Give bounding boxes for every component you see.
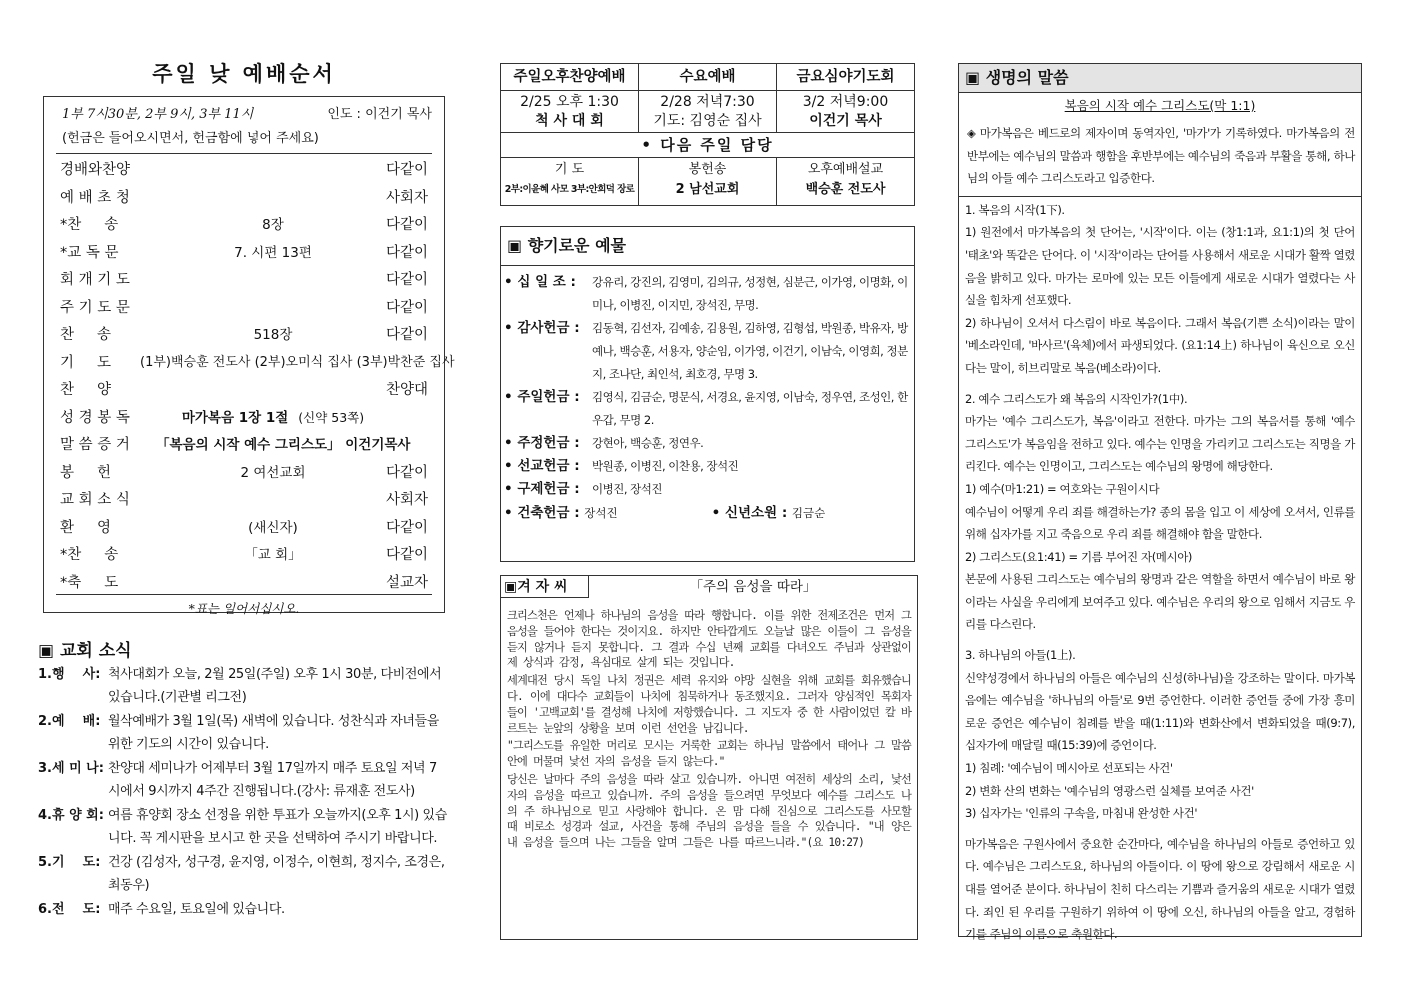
service-time: 3/2 저녁9:00 <box>802 94 889 110</box>
order-item-content-text: 「교 회」 <box>244 547 302 563</box>
newyear-wish-label: • 신년소원 : <box>711 505 788 521</box>
service-times: 1부 7시30분, 2부 9시, 3부 11시 <box>62 107 254 122</box>
offering-label: • 주정헌금 : <box>504 435 580 451</box>
order-item-performer: 사회자 <box>385 189 428 206</box>
order-item-name: *교 독 문 <box>60 244 119 261</box>
service-detail: 척 사 대 회 <box>535 113 604 129</box>
order-item-name: *축 도 <box>60 574 119 591</box>
worship-order-header <box>44 97 444 151</box>
order-row <box>56 539 432 567</box>
order-item-content <box>140 351 455 370</box>
order-item-performer: 사회자 <box>385 492 428 508</box>
next-sunday-heading: • 다음 주일 담당 <box>501 133 914 158</box>
offerings-box <box>500 226 915 562</box>
order-row <box>56 567 432 595</box>
order-item-content <box>156 241 390 261</box>
duty-header: 봉헌송 <box>688 162 727 177</box>
sermon-paragraph: 3. 하나님의 아들(1上). <box>965 648 1076 663</box>
order-item-name: *찬 송 <box>60 547 119 563</box>
offering-names: 박원종, 이병진, 이찬용, 장석진 <box>592 459 739 473</box>
order-row <box>56 429 432 457</box>
sermon-body <box>959 197 1361 946</box>
order-item-content-text: 8장 <box>262 217 284 233</box>
order-item-performer: 다같이 <box>385 299 428 316</box>
news-item-label: 3.세 미 나: <box>38 761 104 776</box>
order-item-name: 예 배 초 청 <box>60 189 130 206</box>
sermon-paragraph: 마가는 '예수 그리스도가, 복음'이라고 전한다. 마가는 그의 복음서를 통해 '예수 그리스도'가 복음임을 전하고 있다. 예수는 인명을 가리키고 그리스도는 직명을 가리킨다. 예수는 인명이고, 그리스도는 예수님의 왕명에 해당한다. <box>965 414 1355 474</box>
sermon-paragraph: 신약성경에서 하나님의 아들은 예수님의 신성(하나님)을 강조하는 말이다. 마가복음에는 예수님을 '하나님의 아들'로 9번 증언한다. 이러한 증언들 중에 가장 흥미로운 증언은 예수님이 침례를 받을 때(1:11)와 변화산에서 변화되었을 때(9:7), 십자가에 매달릴 때(15:39)에 증언이다. <box>965 670 1355 753</box>
order-item-name: 봉 헌 <box>60 464 112 481</box>
offering-item <box>504 478 908 501</box>
worship-order-list <box>56 153 455 594</box>
sermon-paragraph: 1) 침례: '예수님이 메시아로 선포되는 사건' <box>965 761 1173 776</box>
order-item-performer: 다같이 <box>385 464 428 481</box>
service-cell-wednesday <box>639 91 777 132</box>
church-news-list <box>38 664 448 924</box>
news-item <box>38 805 448 850</box>
order-item-content-text: (1부)백승훈 전도사 (2부)오미식 집사 (3부)박찬준 집사 <box>140 354 455 370</box>
word-of-life-box <box>958 63 1362 942</box>
order-row <box>56 292 432 320</box>
order-row <box>56 264 432 292</box>
order-item-content-text: 2 여선교회 <box>240 464 306 481</box>
worship-order-title: 주일 낮 예배순서 <box>152 62 336 86</box>
sermon-paragraph: 1) 예수(마1:21) = 여호와는 구원이시다 <box>965 481 1160 496</box>
news-item-text: 척사대회가 오늘, 2월 25일(주일) 오후 1시 30분, 다비전에서 있습니다.(기관별 리그전) <box>108 667 442 705</box>
worship-order-box <box>43 96 455 616</box>
order-item-performer: 다같이 <box>385 244 428 261</box>
order-item-content <box>156 543 390 563</box>
order-item-performer: 다같이 <box>385 519 428 536</box>
order-item-performer: 다같이 <box>385 327 428 343</box>
offering-label: • 선교헌금 : <box>504 458 580 474</box>
offering-label: • 십 일 조 : <box>504 274 576 290</box>
news-item-label: 1.행 사: <box>38 667 101 682</box>
service-cell-sunday-afternoon <box>501 91 639 132</box>
offering-names: 강유리, 강진의, 김영미, 김의규, 성정현, 심분근, 이가영, 이명화, 이미나, 이병진, 이지민, 장석진, 무명. <box>592 275 908 312</box>
sermon-paragraph: 예수님이 어떻게 우리 죄를 해결하는가? 종의 몸을 입고 이 세상에 오셔서, 인류를 위해 십자가를 지고 죽음으로 우리 죄를 해결해야 함을 말한다. <box>965 504 1355 542</box>
order-item-performer: 다같이 <box>385 547 428 563</box>
order-item-name: 주 기 도 문 <box>60 299 130 316</box>
order-item-name: 기 도 <box>60 354 112 371</box>
news-item-text: 찬양대 세미나가 어제부터 3월 17일까지 매주 토요일 저녁 7시에서 9시까지 4주간 진행됩니다.(강사: 류재훈 전도사) <box>108 761 437 799</box>
order-row <box>56 154 432 182</box>
news-item <box>38 711 448 756</box>
duty-offering-song <box>639 158 777 205</box>
mustard-seed-paragraph: "그리스도를 유일한 머리로 모시는 거룩한 교회는 하나님 말씀에서 태어나 그 말씀 안에 머물며 낯선 자의 음성을 듣지 않는다." <box>507 739 911 769</box>
sermon-paragraph: 2) 하나님이 오셔서 다스림이 바로 복음이다. 그래서 복음(기쁜 소식)이라는 말이 '베소라인데, '바사르'(육체)에서 파생되었다. (요1:14上) 하나님이 육신으로 오신다는 말이, 히브리말로 복음(베소라)이다. <box>965 315 1355 375</box>
sermon-paragraph: 1. 복음의 시작(1下). <box>965 202 1065 217</box>
news-item-text: 월삭예배가 3월 1일(목) 새벽에 있습니다. 성찬식과 자녀들을 위한 기도의 시간이 있습니다. <box>108 714 439 752</box>
service-header-sunday-afternoon: 주일오후찬양예배 <box>501 64 639 90</box>
news-item-text: 여름 휴양회 장소 선정을 위한 투표가 오늘까지(오후 1시) 있습니다. 꼭 게시판을 보시고 한 곳을 선택하여 주시기 바랍니다. <box>108 808 447 846</box>
building-offering-label: • 건축헌금 : <box>504 505 580 521</box>
order-item-name: 찬 양 <box>60 382 112 398</box>
news-item-label: 2.예 배: <box>38 714 101 729</box>
order-item-performer: 다같이 <box>385 162 428 178</box>
offering-label: • 감사헌금 : <box>504 320 580 336</box>
service-header-friday: 금요심야기도회 <box>796 69 895 85</box>
duty-header: 기 도 <box>554 162 585 177</box>
order-item-performer: 다같이 <box>385 272 428 288</box>
word-of-life-heading: ▣ 생명의 말씀 <box>959 64 1361 93</box>
order-item-content <box>156 461 390 481</box>
mustard-seed-paragraph: 당신은 날마다 주의 음성을 따라 살고 있습니까. 아니면 여전히 세상의 소리, 낯선 자의 음성을 따르고 있습니까. 주의 음성을 들으려면 무엇보다 예수를 그리스도 나의 주 하나님으로 믿고 사랑해야 합니다. 온 맘 다해 진심으로 그리스도를 사모할 때 비로소 성경과 설교, 사건을 통해 주님의 음성을 들을 수 있습니다. "내 양은 내 음성을 들으며 나는 그들을 알며 그들은 나를 따르느니라."(요 10:27) <box>507 772 911 850</box>
order-row <box>56 319 432 347</box>
news-item <box>38 852 448 897</box>
mustard-seed-body <box>501 598 917 851</box>
offering-names: 김영식, 김금순, 명문식, 서경요, 윤지영, 이남숙, 정우연, 조성인, 한우갑, 무명 2. <box>592 390 908 427</box>
order-item-content <box>156 213 390 233</box>
service-cell-friday <box>777 91 914 132</box>
mustard-seed-paragraph: 세계대전 당시 독일 나치 정권은 세력 유지와 야망 실현을 위해 교회를 회유했습니다. 이에 대다수 교회들이 나치에 침묵하거나 동조했지요. 그러자 양심적인 목회자들이 '고백교회'를 결성해 나치에 저항했습니다. 그 지도자 중 한 사람이었던 칼 바르트는 눈앞의 상황을 보며 이런 선언을 남깁니다. <box>507 674 911 735</box>
order-item-content <box>156 406 390 426</box>
order-item-content-text: 마가복음 1장 1절 <box>181 409 289 426</box>
order-row <box>56 237 432 265</box>
order-item-content-text: 518장 <box>253 327 293 343</box>
news-item-label: 5.기 도: <box>38 855 101 870</box>
order-row <box>56 347 455 375</box>
service-schedule-table <box>500 63 915 206</box>
duty-value: 2부:이윤혜 사모 3부:안희덕 장로 <box>504 184 635 195</box>
offering-names: 김동혁, 김선자, 김예송, 김용원, 김하영, 김형섭, 박원종, 박유자, 방예나, 백승훈, 서용자, 양순임, 이가영, 이건기, 이남숙, 이영희, 정분지, 조나단, 최인석, 최호경, 무명 3. <box>592 321 908 381</box>
offerings-last-row <box>501 501 914 525</box>
order-row <box>56 374 432 402</box>
order-row <box>56 182 432 210</box>
order-item-content-text: (새신자) <box>248 519 298 536</box>
service-header-wednesday: 수요예배 <box>639 64 777 90</box>
standing-footnote: *표는 일어서십시오. <box>56 594 432 617</box>
worship-leader: 인도 : 이건기 목사 <box>327 107 432 122</box>
sermon-paragraph: 마가복음은 구원사에서 중요한 순간마다, 예수님을 하나님의 아들로 증언하고 있다. 예수님은 그리스도요, 하나님의 아들이다. 이 땅에 왕으로 강림해서 새로운 시대를 열어준 분이다. 하나님이 친히 다스리는 기쁨과 즐거움의 새로운 시대가 열렸다. 죄인 된 우리를 구원하기 위하여 이 땅에 오신, 하나님의 아들을 알고, 경험하기를 주님의 이름으로 축원한다. <box>965 836 1355 942</box>
duty-value: 백승훈 전도사 <box>805 182 886 197</box>
order-item-performer: 찬양대 <box>385 382 428 398</box>
offering-note: (헌금은 들어오시면서, 헌금함에 넣어 주세요) <box>62 131 319 146</box>
order-item-content-text: 7. 시편 13편 <box>234 244 312 261</box>
offering-item <box>504 455 908 478</box>
order-item-content-text: 「복음의 시작 예수 그리스도」 이건기목사 <box>156 437 411 453</box>
mustard-seed-box <box>500 575 918 940</box>
building-offering-names: 장석진 <box>584 506 618 520</box>
offerings-list <box>501 266 914 501</box>
sermon-paragraph: 3) 십자가는 '인류의 구속을, 마침내 완성한 사건' <box>965 806 1198 821</box>
service-detail: 기도: 김영순 집사 <box>653 113 762 129</box>
news-item-label: 6.전 도: <box>38 902 101 917</box>
order-item-name: 경배와찬양 <box>60 162 131 178</box>
sermon-paragraph: 본문에 사용된 그리스도는 예수님의 왕명과 같은 역할을 하면서 예수님이 바로 왕이라는 사실을 우리에게 보여주고 있다. 예수님은 우리의 왕으로 임해서 지금도 우리를 다스린다. <box>965 572 1355 632</box>
news-item-text: 매주 수요일, 토요일에 있습니다. <box>108 902 285 917</box>
news-item <box>38 758 448 803</box>
duty-prayer <box>501 158 639 205</box>
news-item <box>38 664 448 709</box>
order-row <box>56 402 432 430</box>
order-item-performer: 설교자 <box>385 574 428 591</box>
sermon-paragraph: 1) 원전에서 마가복음의 첫 단어는, '시작'이다. 이는 (창1:1과, 요1:1)의 첫 단어 '태초'와 똑같은 단어다. 이 '시작'이라는 단어를 사용해서 새로운 시대가 활짝 열렸음을 밝히고 있다. 마가는 로마에 있는 모든 이들에게 새로운 시대가 열렸다는 사실을 힘차게 선포했다. <box>965 225 1355 308</box>
service-detail: 이건기 목사 <box>809 113 882 129</box>
newyear-wish-names: 김금순 <box>791 506 826 520</box>
service-time: 2/25 오후 1:30 <box>520 94 619 110</box>
news-item-text: 건강 (김성자, 성구경, 윤지영, 이정수, 이현희, 정지수, 조경은, 최동우) <box>108 855 445 893</box>
order-item-performer: 다같이 <box>385 217 428 233</box>
order-row <box>56 457 432 485</box>
offering-names: 강현아, 백승훈, 정연우. <box>592 436 704 450</box>
service-time: 2/28 저녁7:30 <box>660 94 755 110</box>
offering-names: 이병진, 장석진 <box>592 482 662 496</box>
offering-label: • 구제헌금 : <box>504 481 580 497</box>
mustard-seed-paragraph: 크리스천은 언제나 하나님의 음성을 따라 행합니다. 이를 위한 전제조건은 먼저 그 음성을 들어야 한다는 것이지요. 하지만 안타깝게도 오늘날 많은 이들이 그 음성을 듣지 않거나 듣지 못합니다. 그 결과 수십 년째 교회를 다녀오도 주님과 상관없이 제 상식과 감정, 욕심대로 살게 되는 것입니다. <box>507 609 911 670</box>
offerings-heading: ▣ 향기로운 예물 <box>501 227 914 266</box>
order-item-name: *찬 송 <box>60 217 119 233</box>
order-item-name: 회 개 기 도 <box>60 272 130 288</box>
duty-value: 2 남선교회 <box>675 182 740 197</box>
order-row <box>56 484 432 512</box>
scripture-page: (신약 53쪽) <box>298 409 365 425</box>
mustard-seed-title: 「주의 음성을 따라」 <box>689 579 817 595</box>
news-item <box>38 899 448 922</box>
order-item-content <box>156 433 411 453</box>
order-item-content <box>156 323 390 343</box>
sermon-paragraph: 2) 변화 산의 변화는 '예수님의 영광스런 실체를 보여준 사건' <box>965 783 1254 798</box>
order-item-content <box>156 516 390 536</box>
offering-item <box>504 271 908 317</box>
sermon-subtitle: 복음의 시작 예수 그리스도(막 1:1) <box>1064 98 1256 113</box>
order-item-name: 성 경 봉 독 <box>60 409 130 426</box>
sermon-paragraph: 2) 그리스도(요1:41) = 기름 부어진 자(메시아) <box>965 549 1193 564</box>
offering-item <box>504 317 908 386</box>
mustard-seed-label: ▣겨 자 씨 <box>501 576 589 598</box>
church-news-heading: ▣ 교회 소식 <box>38 641 132 661</box>
order-item-name: 환 영 <box>60 519 112 536</box>
order-item-name: 교 회 소 식 <box>60 492 130 508</box>
order-row <box>56 512 432 540</box>
offering-item <box>504 432 908 455</box>
order-item-name: 말 씀 증 거 <box>60 437 130 453</box>
order-item-name: 찬 송 <box>60 327 112 343</box>
duty-header: 오후예배설교 <box>807 162 884 177</box>
duty-afternoon-sermon <box>777 158 914 205</box>
sermon-paragraph: 2. 예수 그리스도가 왜 복음의 시작인가?(1中). <box>965 391 1188 406</box>
news-item-label: 4.휴 양 회: <box>38 808 104 823</box>
offering-item <box>504 386 908 432</box>
offering-label: • 주일헌금 : <box>504 389 580 405</box>
sermon-intro: ◈ 마가복음은 베드로의 제자이며 동역자인, '마가'가 기록하였다. 마가복음의 전반부에는 예수님의 말씀과 행함을 후반부에는 예수님의 죽음과 부활을 통해, 하나님의 아들 예수 그리스도라고 입증한다. <box>959 120 1361 197</box>
order-row <box>56 209 432 237</box>
